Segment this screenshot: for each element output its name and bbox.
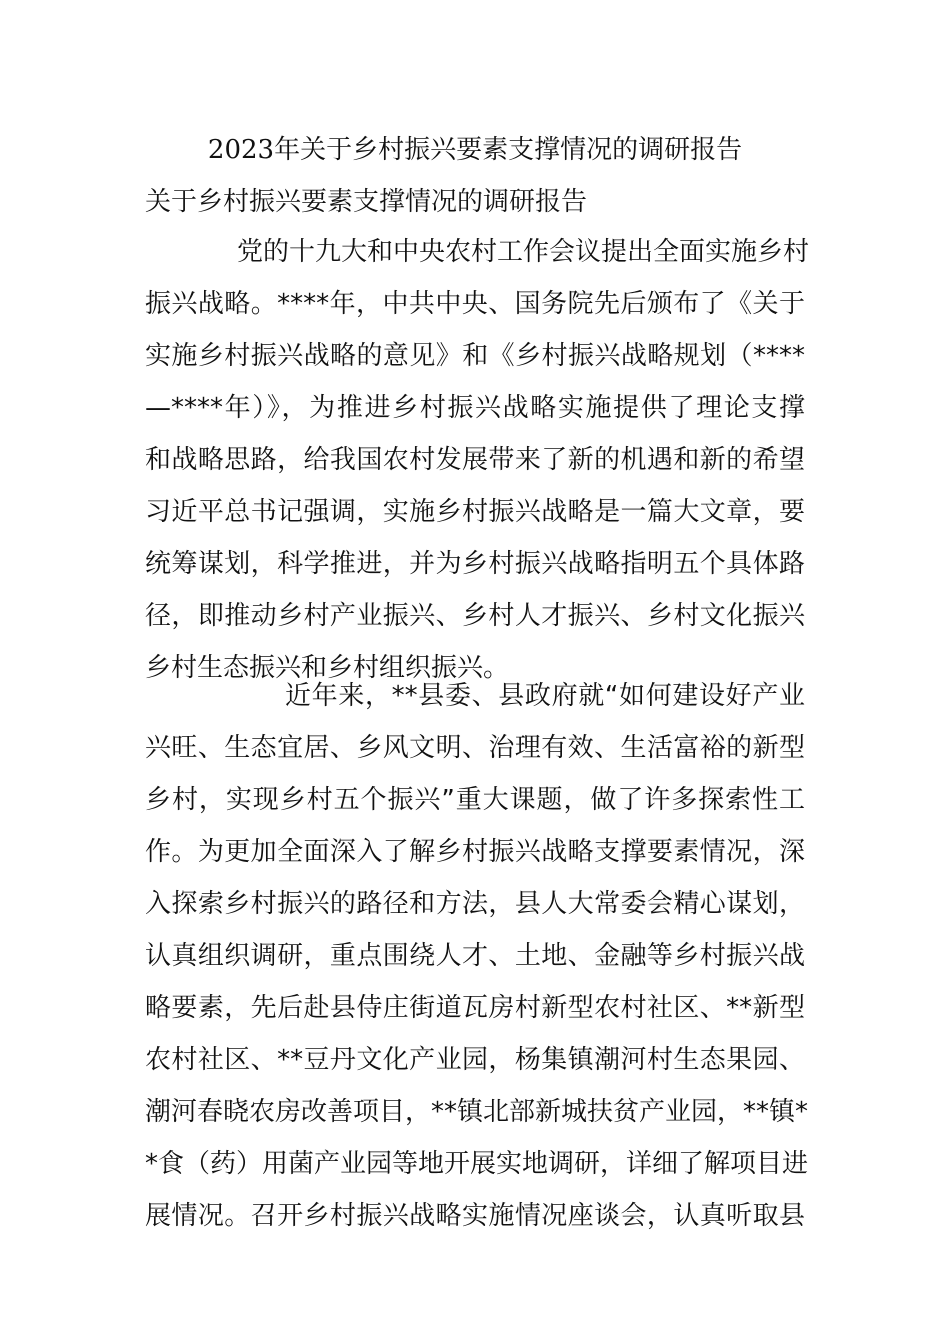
- paragraph-line: 党的十九大和中央农村工作会议提出全面实施乡村: [237, 237, 810, 267]
- paragraph-line: 兴旺、生态宜居、乡风文明、治理有效、生活富裕的新型: [145, 733, 805, 763]
- paragraph-line: 略要素，先后赴县侍庄街道瓦房村新型农村社区、**新型: [145, 993, 805, 1023]
- paragraph-line: —****年）》，为推进乡村振兴战略实施提供了理论支撑: [145, 393, 805, 423]
- document-title: 2023年关于乡村振兴要素支撑情况的调研报告: [207, 135, 743, 165]
- paragraph-line: 乡村，实现乡村五个振兴”重大课题，做了许多探索性工: [145, 785, 805, 815]
- paragraph-line: 实施乡村振兴战略的意见》和《乡村振兴战略规划（****: [145, 341, 805, 371]
- paragraph-line: *食（药）用菌产业园等地开展实地调研，详细了解项目进: [145, 1149, 809, 1179]
- paragraph-2: [145, 670, 809, 1242]
- paragraph-line: 入探索乡村振兴的路径和方法，县人大常委会精心谋划，: [145, 889, 805, 919]
- paragraph-line: 径，即推动乡村产业振兴、乡村人才振兴、乡村文化振兴: [145, 601, 805, 631]
- paragraph-line: 乡村生态振兴和乡村组织振兴。: [145, 653, 510, 683]
- paragraph-line: 和战略思路，给我国农村发展带来了新的机遇和新的希望: [145, 445, 805, 475]
- paragraph-line: 习近平总书记强调，实施乡村振兴战略是一篇大文章，要: [145, 497, 805, 527]
- paragraph-line: 展情况。召开乡村振兴战略实施情况座谈会，认真听取县: [145, 1201, 805, 1231]
- paragraph-line: 统筹谋划，科学推进，并为乡村振兴战略指明五个具体路: [145, 549, 805, 579]
- document-subtitle: 关于乡村振兴要素支撑情况的调研报告: [145, 187, 588, 217]
- paragraph-line: 作。为更加全面深入了解乡村振兴战略支撑要素情况，深: [145, 837, 805, 867]
- paragraph-line: 潮河春晓农房改善项目，**镇北部新城扶贫产业园，**镇*: [145, 1097, 809, 1127]
- paragraph-line: 认真组织调研，重点围绕人才、土地、金融等乡村振兴战: [145, 941, 805, 971]
- paragraph-line: 振兴战略。****年，中共中央、国务院先后颁布了《关于: [145, 289, 805, 319]
- paragraph-1: [145, 226, 810, 694]
- paragraph-line: 农村社区、**豆丹文化产业园，杨集镇潮河村生态果园、: [145, 1045, 805, 1075]
- paragraph-line: 近年来，**县委、县政府就“如何建设好产业: [285, 681, 805, 711]
